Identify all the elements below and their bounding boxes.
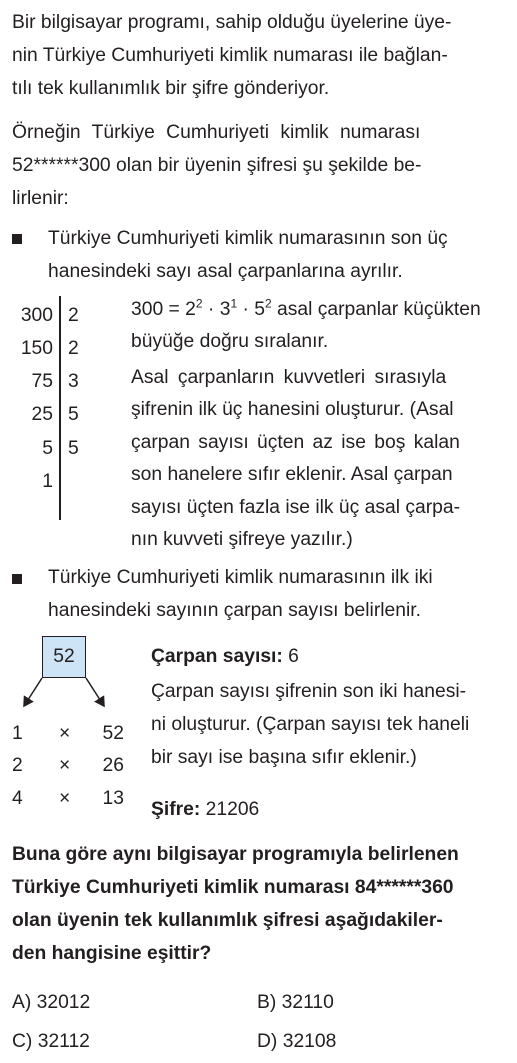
sifre-label: Şifre: [151, 799, 201, 820]
question-line: den hangisine eşittir? [12, 943, 212, 964]
factor-right: 5 [68, 404, 79, 425]
option-b[interactable] [257, 988, 334, 1018]
option-letter: B) [257, 992, 277, 1013]
carpan-value: 6 [282, 646, 299, 667]
explanation2 [151, 675, 469, 774]
bullet1-line: hanesindeki sayı asal çarpanlarına ayrılır. [48, 261, 403, 282]
pair-op: × [59, 755, 71, 776]
bullet1-line: Türkiye Cumhuriyeti kimlik numarasının son üç [48, 228, 448, 249]
factor-left: 150 [20, 338, 53, 359]
factor-left: 5 [42, 438, 53, 459]
explanation1-line: şifrenin ilk üç hanesini oluşturur. (Asal [131, 399, 454, 421]
carpan-sayisi [151, 642, 299, 672]
explanation1-line: Asal çarpanların kuvvetleri sırasıyla [131, 367, 447, 388]
option-value: 32012 [36, 992, 91, 1013]
sifre-value: 21206 [200, 799, 260, 820]
pair-op: × [59, 723, 71, 744]
sifre [151, 795, 259, 825]
factor-left: 25 [31, 404, 53, 425]
question-line: olan üyenin tek kullanımlık şifresi aşağıdakiler- [12, 910, 443, 931]
pair-b: 13 [102, 788, 124, 809]
example-line: Örneğin Türkiye Cumhuriyeti kimlik numarası [12, 122, 421, 143]
bullet2-line: hanesindeki sayının çarpan sayısı belirlenir. [48, 600, 421, 621]
factor-right: 3 [68, 371, 79, 392]
pair-op: × [59, 788, 71, 809]
example-line: lirlenir: [12, 188, 69, 209]
pair-b: 52 [102, 723, 124, 744]
explanation2-line: bir sayı ise başına sıfır eklenir.) [151, 747, 417, 768]
option-letter: C) [12, 1031, 33, 1052]
explanation1-line: nın kuvveti şifreye yazılır.) [131, 529, 353, 551]
option-letter: D) [257, 1031, 278, 1052]
example-line: 52******300 olan bir üyenin şifresi şu şekilde be- [12, 155, 422, 176]
explanation1-line: sayısı üçten fazla ise ilk üç asal çarpa- [131, 496, 460, 518]
question-line: Türkiye Cumhuriyeti kimlik numarası 84******360 [12, 877, 454, 898]
intro-line: tılı tek kullanımlık bir şifre gönderiyor. [12, 78, 330, 99]
option-d[interactable] [257, 1027, 336, 1057]
explanation1-line: çarpan sayısı üçten az ise boş kalan [131, 431, 460, 453]
explanation2-line: Çarpan sayısı şifrenin son iki hanesi- [151, 681, 467, 702]
factor-left: 300 [20, 305, 53, 326]
intro-line: Bir bilgisayar programı, sahip olduğu üyelerine üye- [12, 12, 452, 33]
intro-line: nin Türkiye Cumhuriyeti kimlik numarası ile bağlan- [12, 45, 448, 66]
factorization-formula: $300 = 2^2 \cdot 3^1 \cdot 5^2$ asal çarpanlar küçükten [131, 296, 481, 320]
option-value: 32110 [281, 992, 334, 1013]
factor-left: 1 [42, 471, 53, 492]
option-a[interactable] [12, 988, 90, 1018]
option-letter: A) [12, 992, 32, 1013]
option-value: 32108 [282, 1031, 337, 1052]
factor-right: 2 [68, 305, 79, 326]
carpan-label: Çarpan sayısı: [151, 646, 283, 667]
question-line: Buna göre aynı bilgisayar programıyla belirlenen [12, 844, 459, 865]
factor-right: 2 [68, 338, 79, 359]
question-text [12, 838, 512, 970]
explanation2-line: ni oluşturur. (Çarpan sayısı tek haneli [151, 714, 470, 735]
factor-left: 75 [31, 371, 53, 392]
factorization-line2: büyüğe doğru sıralanır. [131, 331, 329, 352]
option-c[interactable] [12, 1027, 90, 1057]
pair-a: 4 [12, 788, 23, 809]
pair-a: 2 [12, 755, 23, 776]
divisor-box: 52 [42, 636, 86, 678]
pair-a: 1 [12, 723, 23, 744]
explanation1-line: son hanelere sıfır eklenir. Asal çarpan [131, 464, 453, 486]
option-value: 32112 [37, 1031, 90, 1052]
factor-right: 5 [68, 438, 79, 459]
bullet2-line: Türkiye Cumhuriyeti kimlik numarasının ilk iki [48, 567, 433, 588]
pair-b: 26 [102, 755, 124, 776]
